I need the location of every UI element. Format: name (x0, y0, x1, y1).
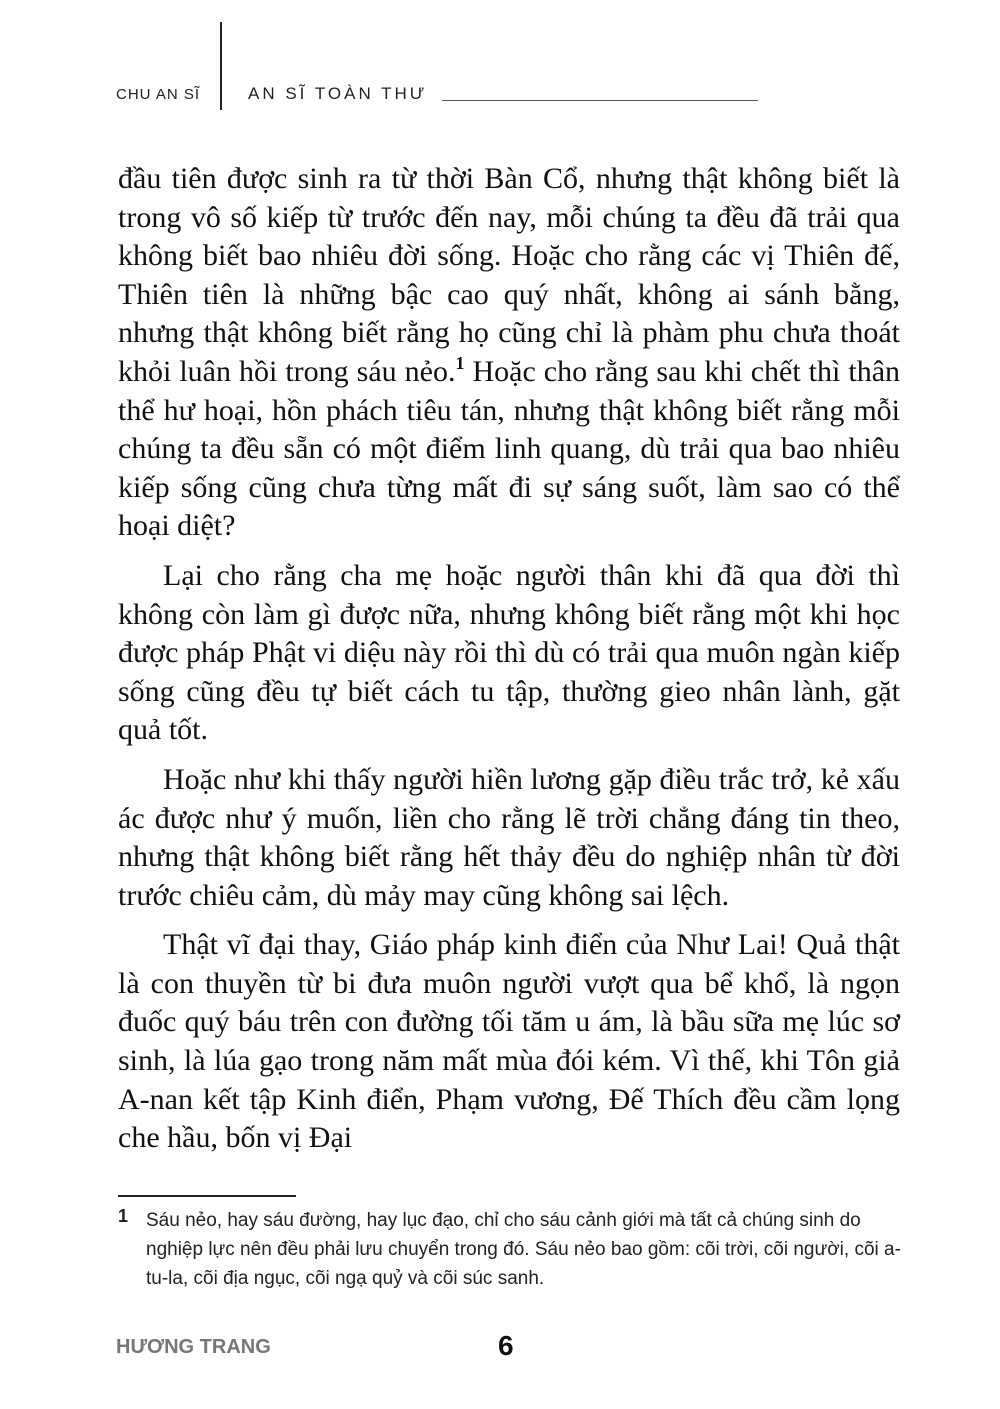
footnote-mark: 1 (118, 1206, 129, 1226)
publisher-logo-text: HƯƠNG TRANG (116, 1336, 271, 1358)
main-text (118, 160, 900, 1158)
footnote (118, 1206, 908, 1293)
footnote-reference[interactable]: 1 (455, 352, 465, 373)
footnote-text: Sáu nẻo, hay sáu đường, hay lục đạo, chỉ cho sáu cảnh giới mà tất cả chúng sinh do nghiệp lực nên đều phải lưu chuyển trong đó. Sáu nẻo bao gồm: cõi trời, cõi người, cõi a-tu-la, cõi địa ngục, cõi ngạ quỷ và cõi súc sanh. (146, 1210, 901, 1289)
paragraph-2: Lại cho rằng cha mẹ hoặc người thân khi đã qua đời thì không còn làm gì được nữa, nhưng không biết rằng một khi học được pháp Phật vi diệu này rồi thì dù có trải qua muôn ngàn kiếp sống cũng đều tự biết cách tu tập, thường gieo nhân lành, gặt quả tốt. (118, 558, 900, 747)
paragraph-4: Thật vĩ đại thay, Giáo pháp kinh điển của Như Lai! Quả thật là con thuyền từ bi đưa muôn người vượt qua bể khổ, là ngọn đuốc quý báu trên con đường tối tăm u ám, là bầu sữa mẹ lúc sơ sinh, là lúa gạo trong năm mất mùa đói kém. Vì thế, khi Tôn giả A-nan kết tập Kinh điển, Phạm vương, Đế Thích đều cầm lọng che hầu, bốn vị Đại (118, 928, 900, 1155)
header-vertical-divider (220, 22, 222, 110)
paragraph-1: đầu tiên được sinh ra từ thời Bàn Cổ, nhưng thật không biết là trong vô số kiếp từ trước đến nay, mỗi chúng ta đều đã trải qua không biết bao nhiêu đời sống. Hoặc cho rằng các vị Thiên đế, Thiên tiên là những bậc cao quý nhất, không ai sánh bằng, nhưng thật không biết rằng họ cũng chỉ là phàm phu chưa thoát khỏi luân hồi trong sáu nẻo.$^1$ Hoặc cho rằng sau khi chết thì thân thể hư hoại, hồn phách tiêu tán, nhưng thật không biết rằng mỗi chúng ta đều sẵn có một điểm linh quang, dù trải qua bao nhiêu kiếp sống cũng chưa từng mất đi sự sáng suốt, làm sao có thể hoại diệt? (118, 162, 901, 543)
running-head-author: CHU AN SĨ (116, 86, 201, 103)
paragraph-3: Hoặc như khi thấy người hiền lương gặp điều trắc trở, kẻ xấu ác được như ý muốn, liền cho rằng lẽ trời chẳng đáng tin theo, nhưng thật không biết rằng hết thảy đều do nghiệp nhân từ đời trước chiêu cảm, dù mảy may cũng không sai lệch. (118, 762, 900, 912)
page-number: 6 (498, 1330, 514, 1361)
footnote-divider (118, 1195, 296, 1197)
header-rule (442, 100, 758, 101)
running-head-book-title: AN SĨ TOÀN THƯ (248, 84, 428, 103)
